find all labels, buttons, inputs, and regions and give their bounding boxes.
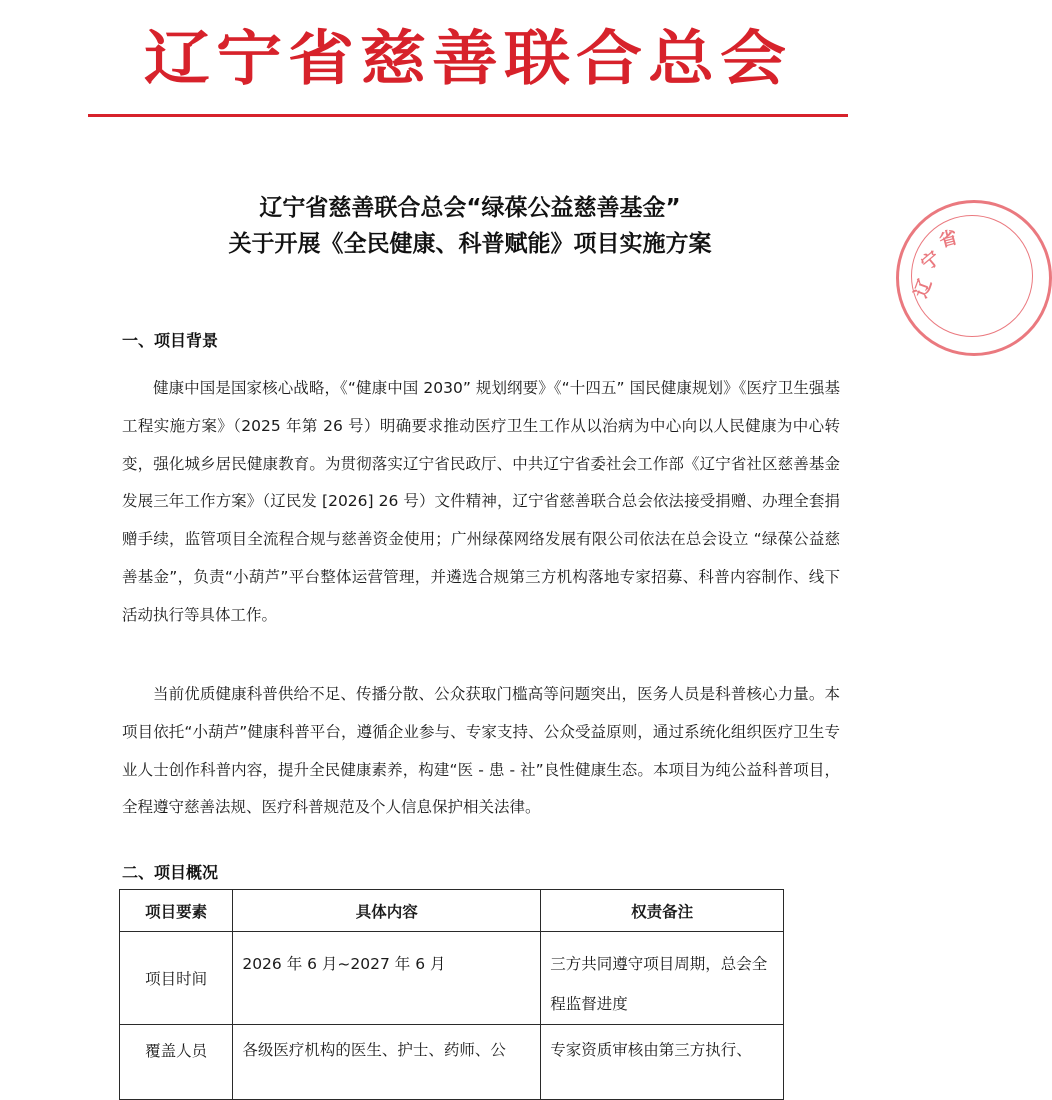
org-letterhead: 辽宁省慈善联合总会 (144, 23, 792, 94)
table-cell-content (233, 932, 541, 1025)
row-note-project-time: 三方共同遵守项目周期，总会全程监督进度 (550, 955, 768, 1013)
table-header-content: 具体内容 (233, 890, 541, 932)
document-title-line-1: 辽宁省慈善联合总会“绿葆公益慈善基金” (259, 195, 681, 221)
table-cell-note (541, 1025, 784, 1100)
table-cell-content (233, 1025, 541, 1100)
table-cell-label (120, 1025, 233, 1100)
table-cell-label (120, 932, 233, 1025)
row-note-coverage: 专家资质审核由第三方执行、 (550, 1041, 752, 1059)
section-heading-background: 一、项目背景 (122, 331, 219, 350)
document-title-line-2: 关于开展《全民健康、科普赋能》项目实施方案 (228, 231, 712, 257)
row-label-project-time: 项目时间 (145, 970, 208, 988)
seal-glyph: 省 (936, 226, 960, 252)
table-cell-note (541, 932, 784, 1025)
letterhead-divider (88, 114, 848, 117)
row-label-coverage: 覆盖人员 (145, 1042, 208, 1060)
table-header-notes: 权责备注 (541, 890, 784, 932)
table-header-element: 项目要素 (120, 890, 233, 932)
seal-glyph: 辽 (910, 276, 937, 301)
project-overview-table (119, 889, 784, 1100)
seal-inner-ring (911, 215, 1033, 337)
section-heading-overview: 二、项目概况 (122, 863, 219, 882)
table-header-row (120, 890, 784, 932)
seal-glyph: 宁 (917, 247, 945, 275)
background-paragraph-2: 当前优质健康科普供给不足、传播分散、公众获取门槛高等问题突出，医务人员是科普核心力量。本项目依托“小葫芦”健康科普平台，遵循企业参与、专家支持、公众受益原则，通过系统化组织医疗卫生专业人士创作科普内容，提升全民健康素养，构建“医 - 患 - 社”良性健康生态。本项目为纯公益科普项目，全程遵守慈善法规、医疗科普规范及个人信息保护相关法律。 (122, 685, 840, 817)
official-seal-stamp (896, 200, 1052, 356)
row-content-coverage: 各级医疗机构的医生、护士、药师、公 (242, 1041, 506, 1059)
row-content-project-time: 2026 年 6 月~2027 年 6 月 (242, 955, 446, 973)
table-row (120, 932, 784, 1025)
background-paragraph-1: 健康中国是国家核心战略，《“健康中国 2030” 规划纲要》《“十四五” 国民健康规划》《医疗卫生强基工程实施方案》（2025 年第 26 号）明确要求推动医疗卫生工作从以治病为中心向以人民健康为中心转变，强化城乡居民健康教育。为贯彻落实辽宁省民政厅、中共辽宁省委社会工作部《辽宁省社区慈善基金发展三年工作方案》（辽民发 [2026] 26 号）文件精神，辽宁省慈善联合总会依法接受捐赠、办理全套捐赠手续，监管项目全流程合规与慈善资金使用；广州绿葆网络发展有限公司依法在总会设立 “绿葆公益慈善基金”，负责“小葫芦”平台整体运营管理，并遴选合规第三方机构落地专家招募、科普内容制作、线下活动执行等具体工作。 (122, 379, 840, 624)
table-row (120, 1025, 784, 1100)
